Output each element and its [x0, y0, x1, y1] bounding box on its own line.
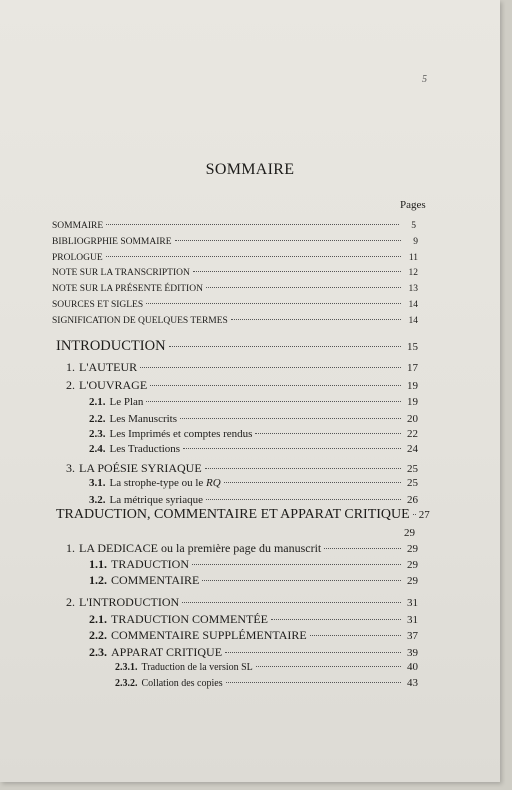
toc-entry-page: 5 [411, 221, 416, 231]
toc-entry-text: L'AUTEUR [79, 360, 138, 374]
toc-entry-number: 2.3.2. [115, 678, 138, 689]
toc-entry-number: 2.2. [89, 413, 106, 425]
toc-entry-strophe-type [89, 477, 418, 489]
toc-entry-number: 2.1. [89, 612, 107, 626]
toc-entry-page: 40 [407, 661, 418, 673]
toc-entry-plan [89, 396, 418, 408]
toc-entry-number: 2. [66, 378, 75, 392]
toc-entry-number: 2.4. [89, 443, 106, 455]
toc-entry-apparat-critique [89, 645, 418, 660]
toc-entry-note-transcription [52, 268, 418, 278]
toc-entry-number: 3.1. [89, 477, 106, 489]
toc-entry-page: 26 [407, 494, 418, 506]
toc-entry-number: 1.2. [89, 573, 107, 587]
toc-entry-text: L'OUVRAGE [79, 378, 148, 392]
toc-entry-text: La strophe-type ou le [109, 477, 207, 489]
toc-entry-text: L'INTRODUCTION [79, 595, 180, 609]
toc-entry-page: 13 [408, 284, 418, 294]
toc-entry-text: SIGNIFICATION DE QUELQUES TERMES [52, 316, 228, 326]
toc-entry-text: COMMENTAIRE SUPPLÉMENTAIRE [111, 628, 307, 642]
toc-entry-number: 2.3. [89, 428, 106, 440]
toc-entry-text: Le Plan [109, 396, 144, 408]
toc-entry-page: 39 [407, 647, 418, 659]
toc-section-introduction [56, 338, 418, 355]
toc-entry-number: 2.3.1. [115, 662, 138, 673]
toc-entry-traduction-1-1 [89, 557, 418, 572]
toc-entry-text: Les Manuscrits [109, 413, 178, 425]
toc-entry-text: La métrique syriaque [109, 494, 203, 506]
toc-entry-page: 27 [418, 509, 430, 521]
page-number: 5 [422, 74, 427, 85]
toc-entry-page: 25 [407, 477, 418, 489]
toc-section-traduction [56, 507, 430, 523]
toc-entry-text: TRADUCTION, COMMENTAIRE ET APPARAT CRITIQUE [56, 507, 410, 522]
toc-entry-sommaire [52, 221, 416, 231]
toc-entry-number: 1.1. [89, 557, 107, 571]
toc-entry-text: LA POÉSIE SYRIAQUE [79, 461, 202, 475]
toc-entry-page: 11 [408, 253, 418, 263]
toc-entry-note-edition [52, 284, 418, 294]
toc-entry-text: Collation des copies [141, 678, 223, 689]
toc-entry-number: 1. [66, 541, 75, 555]
toc-entry-page: 17 [407, 362, 418, 374]
toc-entry-page: 24 [407, 443, 418, 455]
toc-entry-dedicace [66, 541, 418, 556]
toc-entry-l-introduction [66, 595, 418, 610]
toc-entry-text: PROLOGUE [52, 253, 103, 263]
toc-entry-collation-copies [115, 677, 418, 689]
toc-entry-page: 14 [408, 316, 418, 326]
toc-entry-text: APPARAT CRITIQUE [111, 645, 223, 659]
toc-entry-traduction-commentee [89, 612, 418, 627]
toc-entry-number: 2. [66, 595, 75, 609]
toc-entry-text: LA DEDICACE ou la première page du manuscrit [79, 541, 322, 555]
toc-entry-text: Les Traductions [109, 443, 181, 455]
toc-entry-commentaire-supplementaire [89, 628, 418, 643]
toc-entry-page: 19 [407, 380, 418, 392]
toc-entry-page: 14 [408, 300, 418, 310]
toc-entry-commentaire-1-2 [89, 573, 418, 588]
toc-entry-number: 2.2. [89, 628, 107, 642]
toc-entry-text: INTRODUCTION [56, 338, 166, 354]
toc-entry-text: NOTE SUR LA TRANSCRIPTION [52, 268, 190, 278]
toc-extra-page-number: 29 [404, 527, 415, 539]
toc-entry-text: BIBLIOGRPHIE SOMMAIRE [52, 237, 172, 247]
toc-entry-page: 25 [407, 463, 418, 475]
toc-entry-page: 12 [408, 268, 418, 278]
toc-entry-text: TRADUCTION COMMENTÉE [111, 612, 268, 626]
toc-entry-sources [52, 300, 418, 310]
toc-entry-text: SOURCES ET SIGLES [52, 300, 144, 310]
toc-entry-page: 9 [413, 237, 418, 247]
pages-column-label: Pages [400, 199, 426, 211]
toc-entry-number: 3.2. [89, 494, 106, 506]
toc-entry-traduction-version-sl [115, 661, 418, 673]
toc-entry-page: 29 [407, 575, 418, 587]
toc-entry-signification [52, 316, 418, 326]
toc-entry-page: 20 [407, 413, 418, 425]
toc-entry-page: 29 [407, 543, 418, 555]
toc-entry-text: NOTE SUR LA PRÉSENTE ÉDITION [52, 284, 203, 294]
toc-entry-bibliographie [52, 237, 418, 247]
toc-entry-page: 22 [407, 428, 418, 440]
toc-entry-metrique [89, 494, 418, 506]
toc-entry-page: 43 [407, 677, 418, 689]
toc-entry-page: 29 [407, 559, 418, 571]
toc-entry-prologue [52, 253, 418, 263]
toc-entry-page: 37 [407, 630, 418, 642]
toc-entry-manuscrits [89, 413, 418, 425]
toc-entry-number: 2.1. [89, 396, 106, 408]
toc-entry-text: COMMENTAIRE [111, 573, 200, 587]
toc-entry-ouvrage [66, 378, 418, 393]
toc-entry-text: SOMMAIRE [52, 221, 104, 231]
toc-entry-italic: RQ [206, 477, 221, 489]
toc-entry-auteur [66, 360, 418, 375]
toc-entry-number: 1. [66, 360, 75, 374]
toc-entry-text: Traduction de la version SL [141, 662, 253, 673]
toc-entry-traductions [89, 443, 418, 455]
toc-entry-page: 19 [407, 396, 418, 408]
toc-entry-poesie-syriaque [66, 461, 418, 476]
toc-entry-page: 31 [407, 614, 418, 626]
toc-entry-text: TRADUCTION [111, 557, 189, 571]
toc-entry-number: 2.3. [89, 645, 107, 659]
page-title: SOMMAIRE [205, 161, 295, 178]
toc-entry-page: 15 [407, 341, 418, 353]
toc-entry-imprimes [89, 428, 418, 440]
toc-entry-text: Les Imprimés et comptes rendus [109, 428, 253, 440]
toc-entry-page: 31 [407, 597, 418, 609]
toc-entry-number: 3. [66, 461, 75, 475]
